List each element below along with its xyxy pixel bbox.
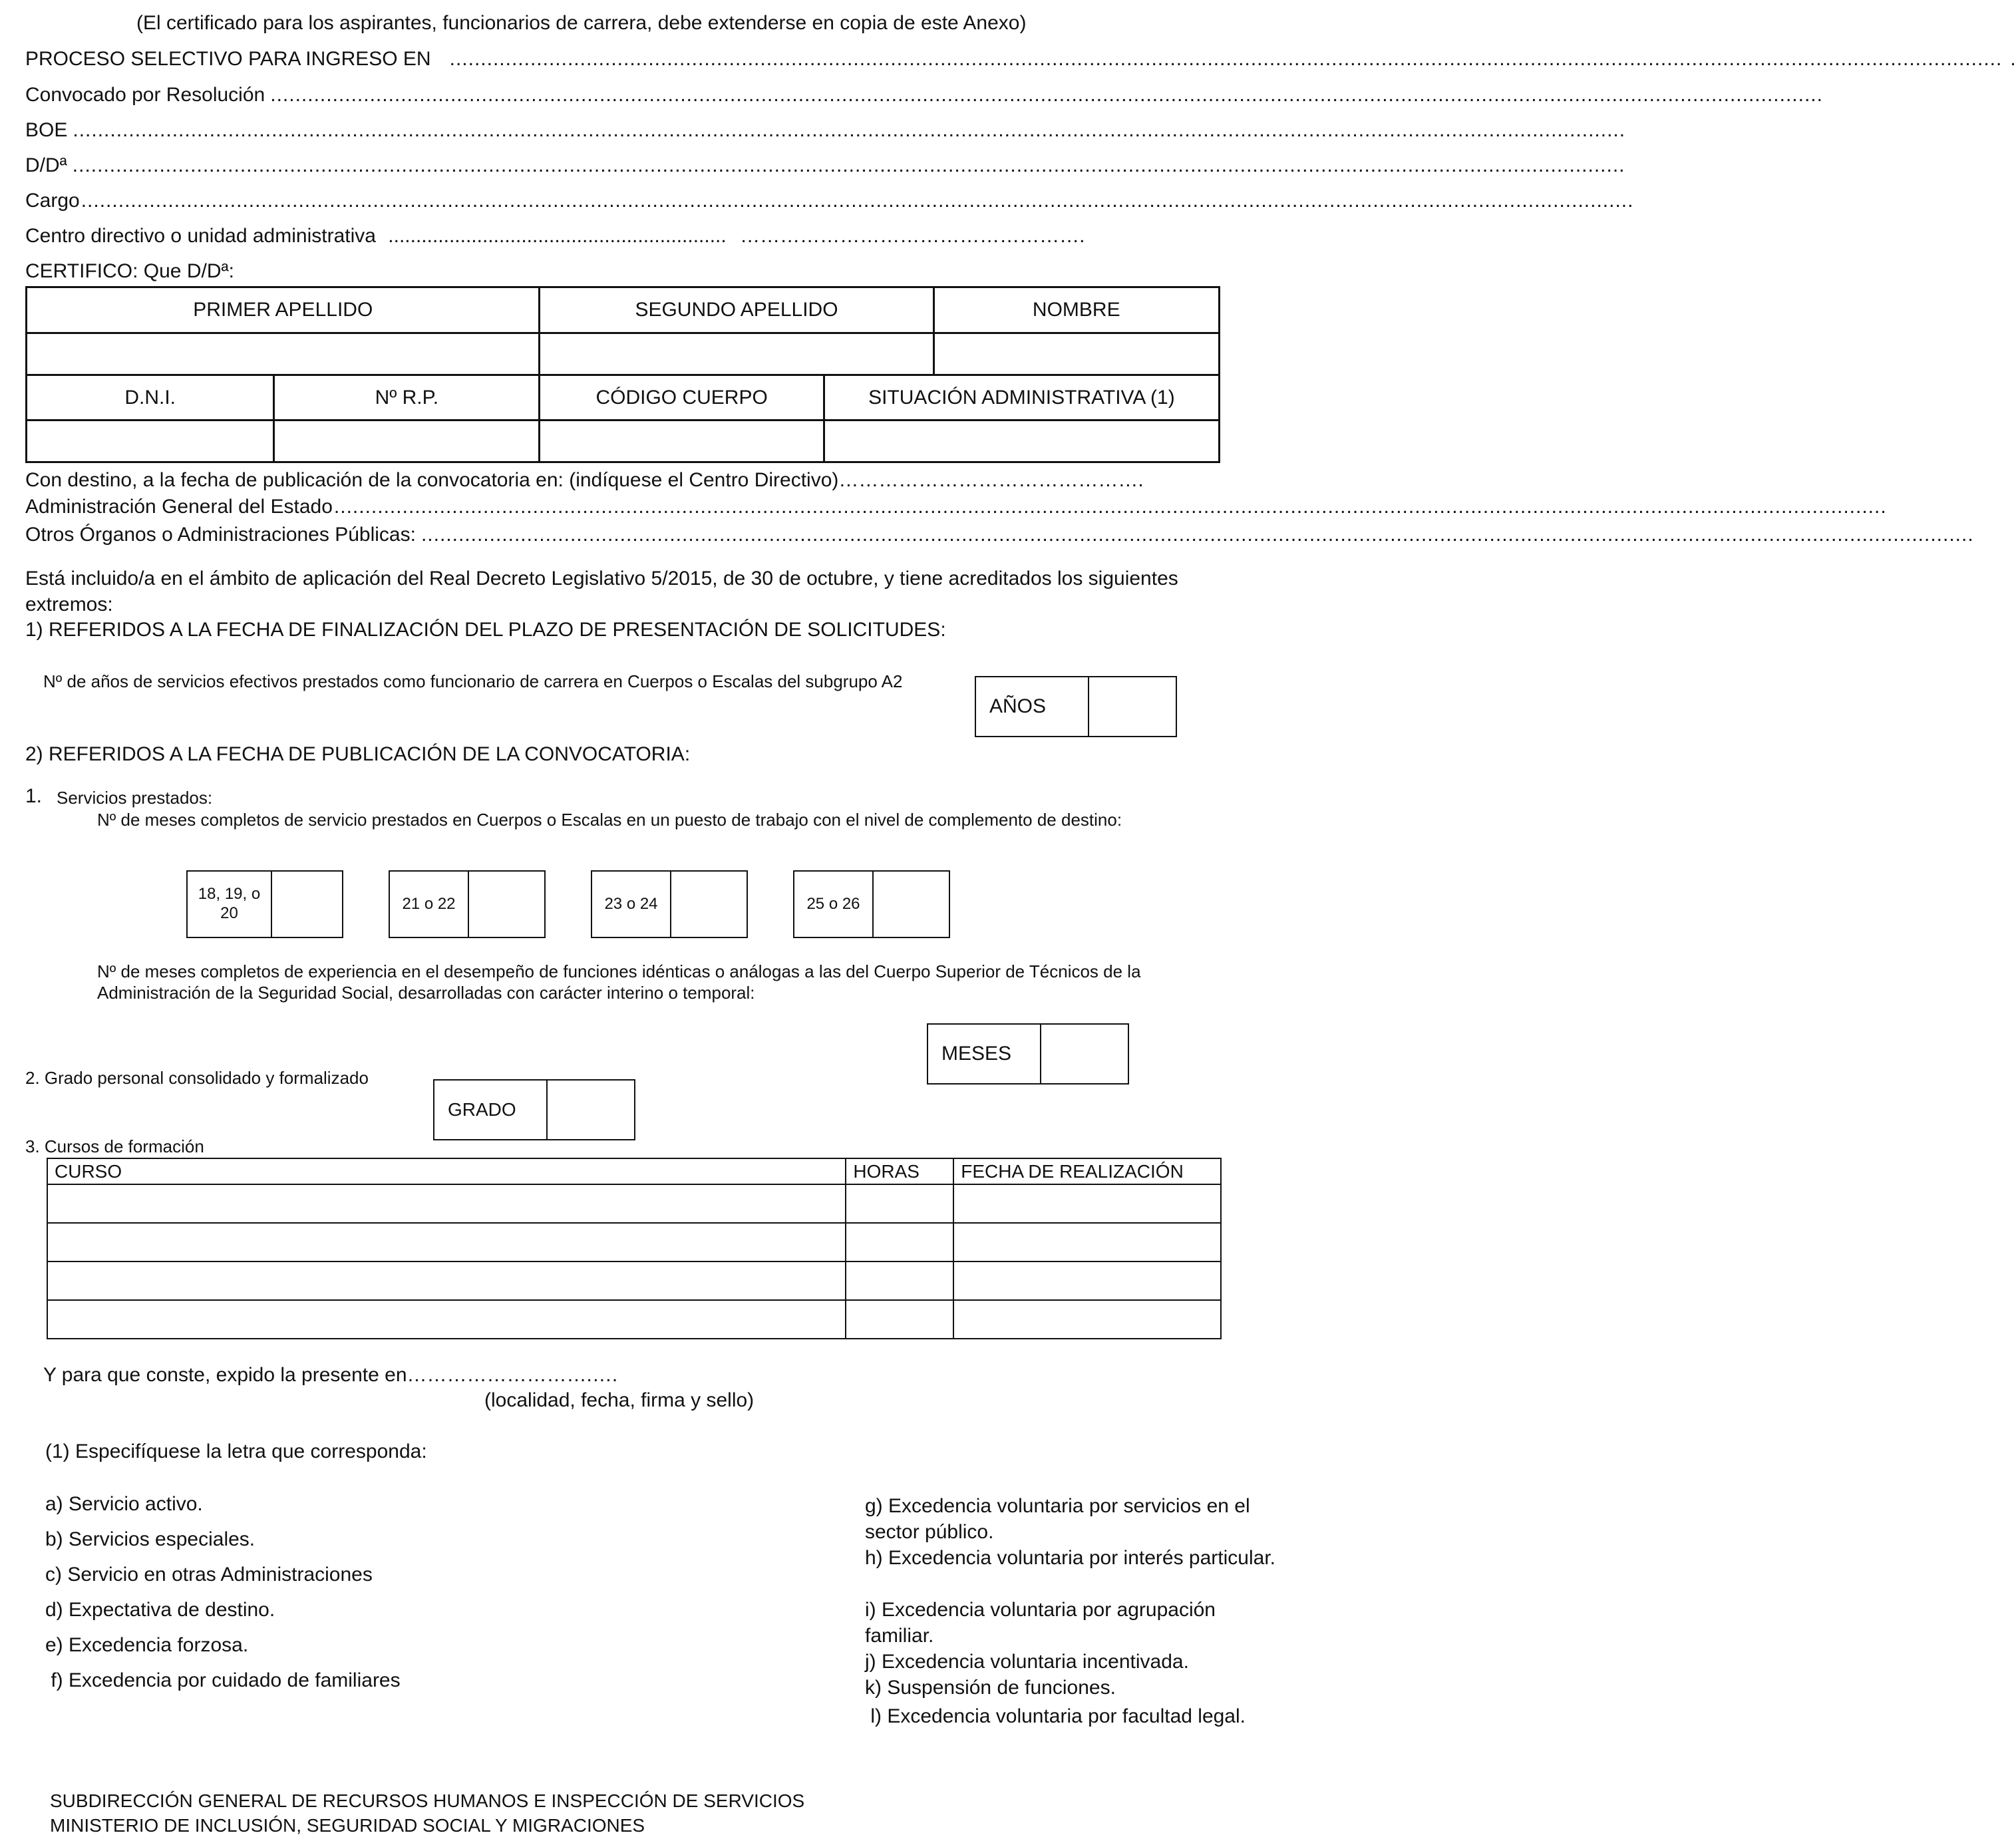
grado-box[interactable] — [433, 1079, 635, 1140]
option-d: d) Expectativa de destino. — [45, 1599, 275, 1621]
proceso-dots: .......................................................................................................................................................................................................................................................... — [449, 48, 2003, 70]
situacion-cell[interactable] — [824, 420, 1219, 462]
codigo-cuerpo-header: CÓDIGO CUERPO — [540, 375, 824, 420]
age-dots: .......................................................................................................................................................................................................................................................... — [333, 496, 1887, 518]
dda-dots: .......................................................................................................................................................................................................................................................... — [72, 154, 1625, 176]
level-value-21-22[interactable] — [469, 872, 544, 937]
horas-header: HORAS — [846, 1158, 953, 1184]
fecha-cell[interactable] — [953, 1300, 1221, 1339]
fecha-cell[interactable] — [953, 1223, 1221, 1261]
option-e: e) Excedencia forzosa. — [45, 1634, 249, 1656]
horas-cell[interactable] — [846, 1300, 953, 1339]
otros-label: Otros Órganos o Administraciones Públicas: — [25, 524, 416, 546]
convocado-dots: .......................................................................................................................................................................................................................................................... — [270, 84, 1823, 106]
section1-title: 1) REFERIDOS A LA FECHA DE FINALIZACIÓN DEL PLAZO DE PRESENTACIÓN DE SOLICITUDES: — [25, 619, 946, 641]
centro-label: Centro directivo o unidad administrativa — [25, 225, 376, 247]
cursos-table — [47, 1158, 1222, 1339]
expido-text: Y para que conste, expido la presente en……………………….…. — [43, 1364, 618, 1386]
footer-line1: SUBDIRECCIÓN GENERAL DE RECURSOS HUMANOS E INSPECCIÓN DE SERVICIOS — [50, 1790, 805, 1811]
centro-field[interactable] — [25, 225, 1085, 248]
level-box-23-24[interactable] — [591, 870, 748, 938]
destino-line: Con destino, a la fecha de publicación de la convocatoria en: (indíquese el Centro Directivo)………………………………………. — [25, 469, 1144, 491]
anos-label: AÑOS — [976, 677, 1089, 736]
horas-cell[interactable] — [846, 1223, 953, 1261]
segundo-apellido-cell[interactable] — [540, 333, 933, 375]
curso-cell[interactable] — [47, 1184, 846, 1223]
item3-label: 3. Cursos de formación — [25, 1136, 204, 1156]
experiencia-text: Nº de meses completos de experiencia en el desempeño de funciones idénticas o análogas a las del Cuerpo Superior de Técnicos de la Administración de la Seguridad Social, desarrolladas con carácter interino o temporal: — [97, 961, 1141, 1003]
level-value-18-20[interactable] — [272, 872, 342, 937]
cargo-label: Cargo — [25, 190, 80, 212]
id-table — [25, 286, 1220, 463]
anos-box[interactable] — [975, 676, 1177, 737]
option-a: a) Servicio activo. — [45, 1493, 203, 1515]
especifique-text: (1) Especifíquese la letra que corresponda: — [45, 1440, 427, 1462]
cargo-dots: .......................................................................................................................................................................................................................................................... — [81, 190, 1634, 212]
item1-label: Servicios prestados: — [57, 788, 213, 808]
fecha-header: FECHA DE REALIZACIÓN — [953, 1158, 1221, 1184]
horas-cell[interactable] — [846, 1184, 953, 1223]
option-b: b) Servicios especiales. — [45, 1528, 255, 1550]
fecha-cell[interactable] — [953, 1261, 1221, 1300]
proceso-label: PROCESO SELECTIVO PARA INGRESO EN — [25, 48, 431, 70]
option-f: f) Excedencia por cuidado de familiares — [45, 1669, 401, 1691]
item1-number: 1. — [25, 785, 43, 807]
curso-cell[interactable] — [47, 1300, 846, 1339]
boe-dots: .......................................................................................................................................................................................................................................................... — [73, 119, 1626, 141]
level-value-25-26[interactable] — [874, 872, 949, 937]
level-box-18-20[interactable] — [186, 870, 343, 938]
level-box-25-26[interactable] — [793, 870, 950, 938]
section2-title: 2) REFERIDOS A LA FECHA DE PUBLICACIÓN DE LA CONVOCATORIA: — [25, 743, 691, 765]
convocado-label: Convocado por Resolución — [25, 84, 265, 106]
primer-apellido-header: PRIMER APELLIDO — [27, 287, 540, 333]
meses-label: MESES — [928, 1025, 1041, 1083]
level-box-21-22[interactable] — [389, 870, 546, 938]
nombre-header: NOMBRE — [933, 287, 1220, 333]
proceso-field[interactable] — [25, 48, 2016, 71]
situacion-header: SITUACIÓN ADMINISTRATIVA (1) — [824, 375, 1219, 420]
curso-cell[interactable] — [47, 1261, 846, 1300]
age-label: Administración General del Estado — [25, 496, 333, 518]
level-label-18-20: 18, 19, o 20 — [188, 872, 272, 937]
dda-label: D/Dª — [25, 154, 67, 176]
option-g: g) Excedencia voluntaria por servicios en el sector público. — [865, 1495, 1250, 1543]
otros-field[interactable] — [25, 524, 1974, 546]
nrp-header: Nº R.P. — [274, 375, 540, 420]
age-field[interactable] — [25, 496, 1887, 518]
convocado-field[interactable] — [25, 84, 1823, 106]
level-value-23-24[interactable] — [671, 872, 747, 937]
item1-text: Nº de meses completos de servicio prestados en Cuerpos o Escalas en un puesto de trabajo con el nivel de complemento de destino: — [97, 810, 1122, 830]
option-j: j) Excedencia voluntaria incentivada. — [865, 1651, 1189, 1673]
nombre-cell[interactable] — [933, 333, 1220, 375]
codigo-cuerpo-cell[interactable] — [540, 420, 824, 462]
fecha-cell[interactable] — [953, 1184, 1221, 1223]
centro-dots-a: ............................................................. — [388, 225, 727, 247]
option-k: k) Suspensión de funciones. — [865, 1677, 1116, 1699]
level-label-21-22: 21 o 22 — [390, 872, 469, 937]
option-i: i) Excedencia voluntaria por agrupación familiar. — [865, 1599, 1216, 1647]
curso-cell[interactable] — [47, 1223, 846, 1261]
proceso-dot-end: . — [2010, 48, 2016, 70]
meses-box[interactable] — [927, 1023, 1129, 1085]
dni-cell[interactable] — [27, 420, 274, 462]
footer-line2: MINISTERIO DE INCLUSIÓN, SEGURIDAD SOCIAL Y MIGRACIONES — [50, 1815, 645, 1836]
option-c: c) Servicio en otras Administraciones — [45, 1564, 373, 1586]
certifico-label: CERTIFICO: Que D/Dª: — [25, 260, 234, 282]
boe-label: BOE — [25, 119, 68, 141]
section1-text: Nº de años de servicios efectivos prestados como funcionario de carrera en Cuerpos o Escalas del subgrupo A2 — [43, 671, 903, 691]
option-h: h) Excedencia voluntaria por interés particular. — [865, 1547, 1275, 1569]
item2-label: 2. Grado personal consolidado y formalizado — [25, 1068, 369, 1088]
grado-label: GRADO — [434, 1081, 548, 1139]
horas-cell[interactable] — [846, 1261, 953, 1300]
curso-header: CURSO — [47, 1158, 846, 1184]
primer-apellido-cell[interactable] — [27, 333, 540, 375]
dni-header: D.N.I. — [27, 375, 274, 420]
level-label-23-24: 23 o 24 — [592, 872, 671, 937]
level-label-25-26: 25 o 26 — [794, 872, 874, 937]
boe-field[interactable] — [25, 119, 1626, 142]
nrp-cell[interactable] — [274, 420, 540, 462]
incluido-text: Está incluido/a en el ámbito de aplicación del Real Decreto Legislativo 5/2015, de 30 de octubre, y tiene acreditados los siguientes extremos: — [25, 568, 1178, 615]
localidad-text: (localidad, fecha, firma y sello) — [484, 1389, 755, 1411]
centro-dots-b: ……………………………………………. — [740, 225, 1085, 247]
dda-field[interactable] — [25, 154, 1625, 177]
otros-dots: .......................................................................................................................................................................................................................................................... — [420, 524, 1974, 546]
option-l: l) Excedencia voluntaria por facultad legal. — [865, 1705, 1246, 1727]
cargo-field[interactable] — [25, 190, 1634, 212]
segundo-apellido-header: SEGUNDO APELLIDO — [540, 287, 933, 333]
header-note: (El certificado para los aspirantes, funcionarios de carrera, debe extenderse en copia de este Anexo) — [136, 12, 1027, 34]
